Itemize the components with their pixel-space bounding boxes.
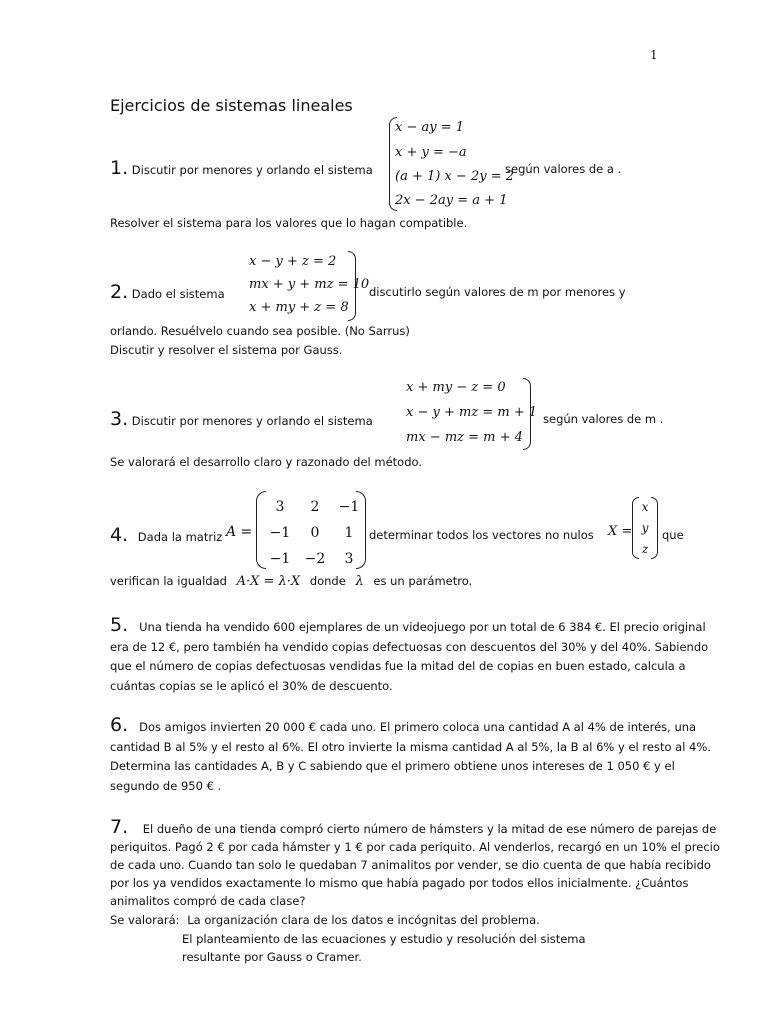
page-number: 1 [650,48,658,62]
equation: x + my + z = 8 [249,300,349,315]
exercise-instruction: Resolver el sistema para los valores que lo hagan compatible. [110,216,468,230]
exercise-text-after: que [662,528,684,542]
exercise-6 [110,716,722,796]
exercise-number: 4. [110,524,129,546]
evaluation-criterion: El planteamiento de las ecuaciones y estudio y resolución del sistema [182,932,586,946]
exercise-instruction: orlando. Resuélvelo cuando sea posible. (No Sarrus) [110,324,410,338]
exercise-text-middle: determinar todos los vectores no nulos [369,528,594,542]
equation: mx + y + mz = 10 [249,277,370,292]
exercise-number: 1. [110,157,129,179]
lambda-symbol: λ [355,574,364,589]
right-brace [523,378,531,450]
exercise-text: donde [309,574,346,588]
matrix-right-paren [356,491,366,569]
exercise-text: Discutir por menores y orlando el sistema [131,414,373,428]
equation: x − y + mz = m + 1 [406,405,538,420]
exercise-text: Dos amigos invierten 20 000 € cada uno. El primero coloca una cantidad A al 4% de interés, una cantidad B al 5% y el resto al 6%. El otro invierte la misma cantidad A al 5%, la B al 6% y el resto al 4%. Determina las cantidades A, B y C sabiendo que el primero obtiene unos intereses de 1 050 € y el segundo de 950 € . [110,720,711,793]
exercise-text-after: según valores de m . [543,412,664,426]
matrix-cell: 2 [310,499,320,515]
vector-label: X = [608,524,633,539]
exercise-number: 2. [110,281,129,303]
equation: mx − mz = m + 4 [406,430,523,445]
equation: x + my − z = 0 [406,380,506,395]
exercise-text-after: según valores de a . [505,162,622,176]
equation: A·X = λ·X [236,574,301,589]
matrix-A [262,494,366,572]
exercise-instruction: Se valorará el desarrollo claro y razonado del método. [110,455,422,469]
matrix-cell: 3 [275,499,285,515]
equation: 2x − 2ay = a + 1 [395,193,508,208]
vector-right-paren [651,497,658,559]
matrix-cell: −2 [304,551,326,567]
matrix-cell: 1 [344,525,354,541]
exercise-text: Una tienda ha vendido 600 ejemplares de un videojuego por un total de 6 384 €. El precio original era de 12 €, pero también ha vendido copias defectuosas con descuentos del 30% y del 40%. Sabiendo que el número de copias defectuosas vendidas fue la mitad del de copias en buen estado, calcula a cuántas copias se le aplicó el 30% de descuento. [110,620,709,693]
matrix-cell: −1 [338,499,360,515]
exercise-5 [110,616,722,696]
exercise-text: es un parámetro. [373,574,473,588]
exercise-text: Dada la matriz [137,530,223,544]
evaluation-label: Se valorará: [110,913,180,927]
exercise-number: 6. [110,714,129,736]
vector-left-paren [632,497,639,559]
vector-entry: y [641,521,649,535]
exercise-text-after: discutirlo según valores de m por menores y [369,285,626,299]
equation: (a + 1) x − 2y = 2 [395,169,514,184]
exercise-instruction: Discutir y resolver el sistema por Gauss. [110,343,343,357]
right-brace [348,251,356,321]
page-title: Ejercicios de sistemas lineales [110,96,353,115]
exercise-number: 3. [110,408,129,430]
equation: x − y + z = 2 [249,254,337,269]
evaluation-criterion: La organización clara de los datos e incógnitas del problema. [187,913,540,927]
vector-entry: z [641,542,649,556]
exercise-text: Discutir por menores y orlando el sistema [131,163,373,177]
vector-entry: x [641,500,649,514]
exercise-text: Dado el sistema [131,287,225,301]
exercise-number: 7. [110,816,129,838]
exercise-text: El dueño de una tienda compró cierto número de hámsters y la mitad de ese número de parejas de periquitos. Pagó 2 € por cada hámster y 1 € por cada periquito. Al venderlos, recargó en un 10% el precio de cada uno. Cuando tan solo le quedaban 7 animalitos por vender, se dio cuenta de que había recibido por los ya vendidos exactamente lo mismo que había pagado por todos ellos inicialmente. ¿Cuántos animalitos compró de cada clase? [110,822,720,908]
exercise-7 [110,818,722,910]
matrix-cell: −1 [269,551,291,567]
exercise-number: 5. [110,614,129,636]
equation: x + y = −a [395,145,467,160]
matrix-cell: 3 [344,551,354,567]
matrix-label: A = [226,524,253,540]
matrix-cell: −1 [269,525,291,541]
evaluation-criterion: resultante por Gauss o Cramer. [182,950,362,964]
matrix-cell: 0 [310,525,320,541]
equation: x − ay = 1 [395,120,465,135]
exercise-text: verifican la igualdad [110,574,227,588]
